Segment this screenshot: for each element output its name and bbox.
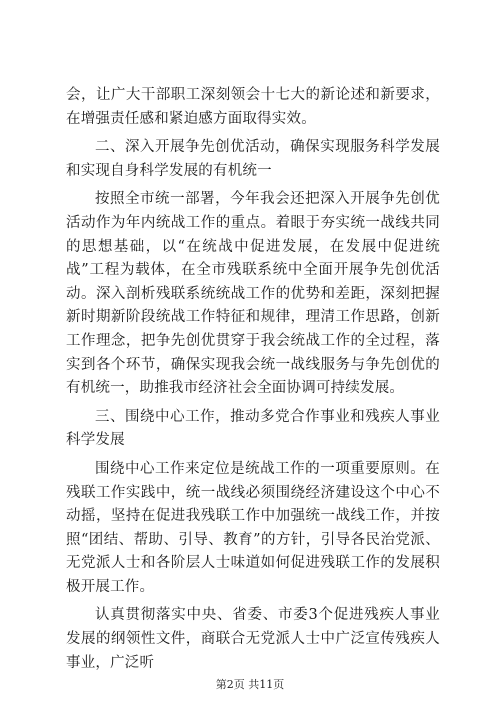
paragraph-body: 认真贯彻落实中央、省委、市委3个促进残疾人事业发展的纲领性文件，商联合无党派人士中广泛宣传残疾人事业，广泛听	[66, 607, 440, 671]
paragraph-body: 按照全市统一部署，今年我会还把深入开展争先创优活动作为年内统战工作的重点。着眼于夯实统一战线共同的思想基础，以“在统战中促进发展，在发展中促进统战”工程为载体，在全市残联系统中全面开展争先创优活动。深入剖析残联系统统战工作的优势和差距，深刻把握新时期新阶段统战工作特征和规律，理清工作思路，创新工作理念，把争先创优贯穿于我会统战工作的全过程，落实到各个环节，确保实现我会统一战线服务与争先创优的有机统一，助推我市经济社会全面协调可持续发展。	[66, 191, 440, 397]
section-heading-3: 三、围绕中心工作，推动多党合作事业和残疾人事业科学发展	[66, 408, 440, 449]
page-footer: 第2页 共11页	[215, 678, 285, 691]
section-heading-2: 二、深入开展争先创优活动，确保实现服务科学发展和实现自身科学发展的有机统一	[66, 139, 440, 179]
paragraph-continuation: 会，让广大干部职工深刻领会十七大的新论述和新要求，在增强责任感和紧迫感方面取得实效。	[66, 87, 440, 127]
document-page	[66, 84, 440, 675]
paragraph-body: 围绕中心工作来定位是统战工作的一项重要原则。在残联工作实践中，统一战线必须围绕经济建设这个中心不动摇，坚持在促进我残联工作中加强统一战线工作，并按照“团结、帮助、引导、教育”的方针，引导各民治党派、无党派人士和各阶层人士味道如何促进残联工作的发展积极开展工作。	[66, 460, 440, 595]
